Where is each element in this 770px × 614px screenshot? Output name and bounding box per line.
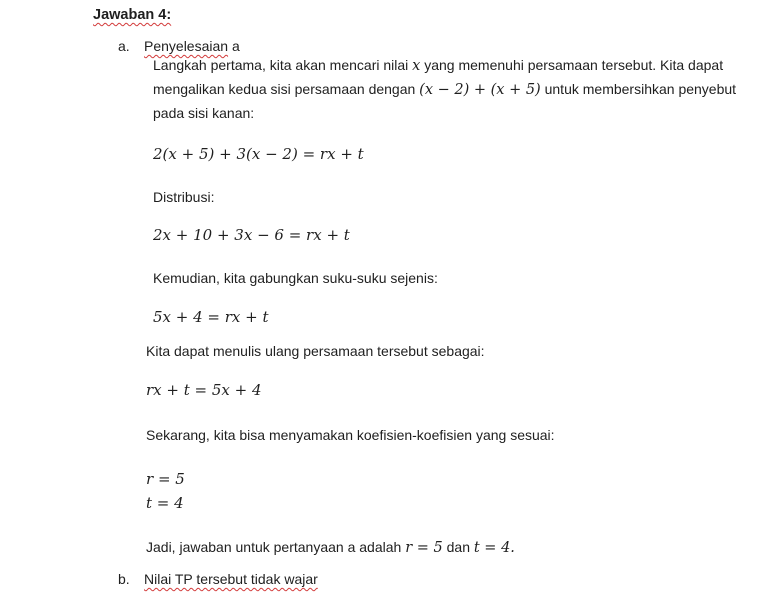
item-b-title: Nilai TP tersebut tidak wajar xyxy=(144,571,318,587)
intro-line-2-end: untuk membersihkan penyebut xyxy=(544,81,737,97)
intro-expression: (x − 2) + (x + 5) xyxy=(419,82,541,98)
intro-line-1-end: yang memenuhi persamaan tersebut. Kita dapat xyxy=(424,57,724,73)
item-b-marker: b. xyxy=(118,571,130,587)
intro-line-2 xyxy=(153,82,736,98)
intro-line-1 xyxy=(153,58,723,74)
combine-text: Kemudian, kita gabungkan suku-suku sejenis: xyxy=(153,270,438,286)
rewrite-text: Kita dapat menulis ulang persamaan tersebut sebagai: xyxy=(146,343,485,359)
equation-4: rx + t = 5x + 4 xyxy=(146,381,262,399)
intro-line-3: pada sisi kanan: xyxy=(153,105,255,121)
distribusi-label: Distribusi: xyxy=(153,189,215,205)
conclusion-r: r = 5 xyxy=(405,540,443,556)
item-a-title-text: Penyelesaian xyxy=(144,38,229,54)
intro-var-x: x xyxy=(412,58,421,74)
conclusion-t: t = 4. xyxy=(473,540,515,556)
conclusion xyxy=(146,540,515,556)
equation-r: r = 5 xyxy=(146,470,185,488)
intro-line-2-text: mengalikan kedua sisi persamaan dengan xyxy=(153,81,416,97)
equation-3: 5x + 4 = rx + t xyxy=(153,308,269,326)
intro-line-1-text: Langkah pertama, kita akan mencari nilai xyxy=(153,57,409,73)
equation-2: 2x + 10 + 3x − 6 = rx + t xyxy=(153,226,350,244)
item-a-marker: a. xyxy=(118,38,130,54)
equation-t: t = 4 xyxy=(146,494,184,512)
item-a-title-suffix: a xyxy=(231,38,240,54)
conclusion-and: dan xyxy=(446,539,470,555)
equate-text: Sekarang, kita bisa menyamakan koefisien-koefisien yang sesuai: xyxy=(146,427,555,443)
answer-heading: Jawaban 4: xyxy=(93,7,172,23)
equation-1: 2(x + 5) + 3(x − 2) = rx + t xyxy=(153,145,364,163)
item-a-title xyxy=(144,38,240,54)
conclusion-text: Jadi, jawaban untuk pertanyaan a adalah xyxy=(146,539,402,555)
